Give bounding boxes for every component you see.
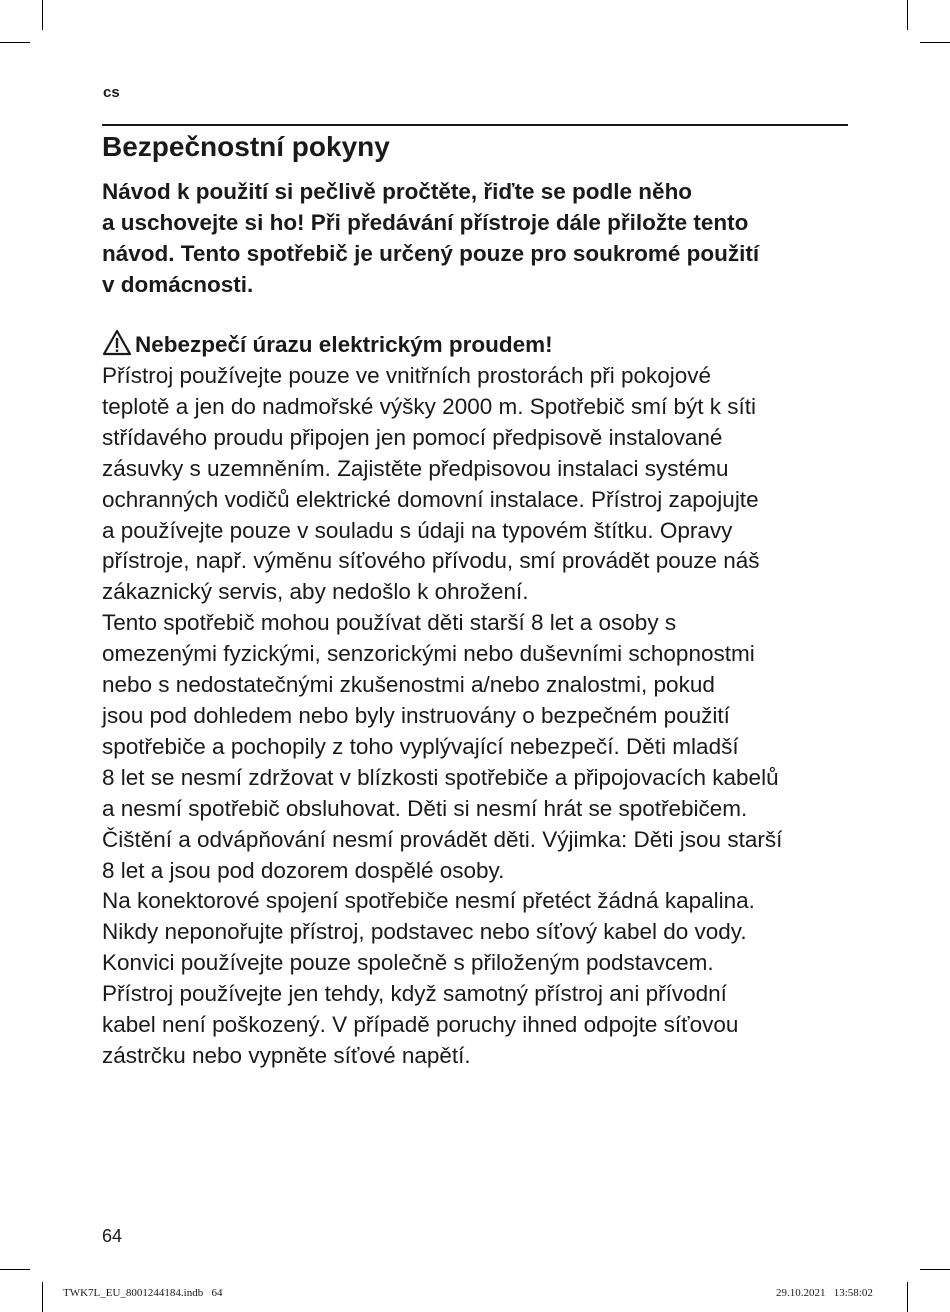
body-line: Tento spotřebič mohou používat děti starší 8 let a osoby s bbox=[102, 610, 677, 636]
body-line: kabel není poškozený. V případě poruchy ihned odpojte síťovou bbox=[102, 1012, 739, 1038]
crop-mark bbox=[42, 0, 43, 30]
warning-heading bbox=[102, 329, 553, 360]
crop-mark bbox=[920, 1269, 950, 1270]
body-line: ochranných vodičů elektrické domovní instalace. Přístroj zapojujte bbox=[102, 486, 759, 512]
intro-line: Návod k použití si pečlivě pročtěte, řiďte se podle něho bbox=[102, 179, 693, 204]
crop-mark bbox=[42, 1282, 43, 1312]
body-line: a používejte pouze v souladu s údaji na typovém štítku. Opravy bbox=[102, 517, 733, 543]
body-line: Přístroj používejte jen tehdy, když samotný přístroj ani přívodní bbox=[102, 981, 727, 1007]
body-line: zásuvky s uzemněním. Zajistěte předpisovou instalaci systému bbox=[102, 455, 729, 481]
body-line: přístroje, např. výměnu síťového přívodu, smí provádět pouze náš bbox=[102, 548, 760, 574]
crop-mark bbox=[907, 0, 908, 30]
intro-line: a uschovejte si ho! Při předávání přístroje dále přiložte tento bbox=[102, 210, 749, 235]
footer-file-info: TWK7L_EU_8001244184.indb 64 bbox=[63, 1287, 223, 1299]
body-line: omezenými fyzickými, senzorickými nebo duševními schopnostmi bbox=[102, 641, 755, 667]
body-line: spotřebiče a pochopily z toho vyplývající nebezpečí. Děti mladší bbox=[102, 733, 739, 759]
body-line: zástrčku nebo vypněte síťové napětí. bbox=[102, 1042, 471, 1068]
crop-mark bbox=[907, 1282, 908, 1312]
intro-line: návod. Tento spotřebič je určený pouze pro soukromé použití bbox=[102, 241, 760, 266]
body-text bbox=[102, 361, 862, 1072]
body-line: 8 let a jsou pod dozorem dospělé osoby. bbox=[102, 857, 505, 883]
intro-paragraph bbox=[102, 176, 862, 300]
header-rule bbox=[102, 124, 848, 126]
body-line: zákaznický servis, aby nedošlo k ohrožení. bbox=[102, 579, 529, 605]
warning-heading-text: Nebezpečí úrazu elektrickým proudem! bbox=[135, 332, 553, 357]
crop-mark bbox=[0, 1269, 30, 1270]
body-line: Konvici používejte pouze společně s přiloženým podstavcem. bbox=[102, 950, 714, 976]
footer-timestamp: 29.10.2021 13:58:02 bbox=[776, 1287, 873, 1299]
language-code: cs bbox=[103, 84, 120, 101]
page-number: 64 bbox=[102, 1226, 123, 1246]
crop-mark bbox=[920, 42, 950, 43]
body-line: nebo s nedostatečnými zkušenostmi a/nebo znalostmi, pokud bbox=[102, 672, 715, 698]
section-title: Bezpečnostní pokyny bbox=[102, 131, 390, 162]
warning-triangle-icon bbox=[102, 329, 132, 356]
body-line: 8 let se nesmí zdržovat v blízkosti spotřebiče a připojovacích kabelů bbox=[102, 764, 779, 790]
body-line: Přístroj používejte pouze ve vnitřních prostorách při pokojové bbox=[102, 363, 712, 388]
body-line: jsou pod dohledem nebo byly instruovány o bezpečném použití bbox=[102, 702, 730, 728]
body-line: Čištění a odvápňování nesmí provádět děti. Výjimka: Děti jsou starší bbox=[102, 826, 783, 852]
crop-mark bbox=[0, 42, 30, 43]
body-line: Nikdy neponořujte přístroj, podstavec nebo síťový kabel do vody. bbox=[102, 919, 747, 945]
body-line: teplotě a jen do nadmořské výšky 2000 m. Spotřebič smí být k síti bbox=[102, 393, 757, 419]
intro-line: v domácnosti. bbox=[102, 272, 254, 297]
body-line: Na konektorové spojení spotřebiče nesmí přetéct žádná kapalina. bbox=[102, 888, 755, 914]
body-line: a nesmí spotřebič obsluhovat. Děti si nesmí hrát se spotřebičem. bbox=[102, 795, 748, 821]
body-line: střídavého proudu připojen jen pomocí předpisově instalované bbox=[102, 424, 723, 450]
